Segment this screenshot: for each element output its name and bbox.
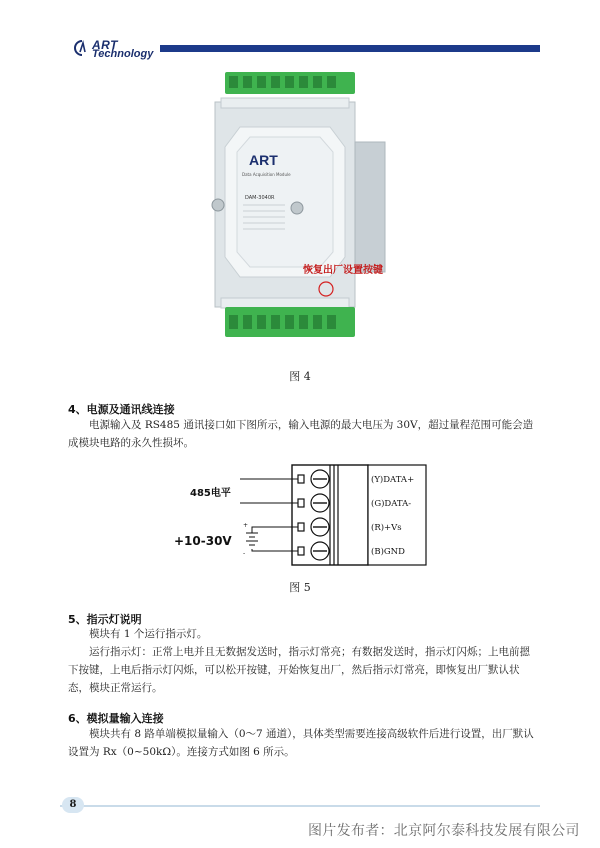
figure4-caption: 图 4 — [289, 370, 311, 383]
svg-text:-: - — [243, 550, 246, 557]
art-logo — [72, 38, 162, 62]
section6-body: 模块共有 8 路单端模拟量输入（0～7 通道），具体类型需要连接高级软件后进行设置，出厂默认设置为 Rx（0~50kΩ）。连接方式如图 6 所示。 — [68, 728, 534, 758]
footer-line — [60, 805, 540, 807]
brand-name: ART — [92, 38, 118, 52]
reset-button-annotation: 恢复出厂设置按键 — [303, 265, 383, 276]
power-voltage-label: +10-30V — [174, 534, 232, 548]
terminal-label: (B)GND — [371, 547, 405, 557]
wiring-diagram — [170, 463, 430, 568]
terminal-label: (G)DATA- — [371, 499, 412, 509]
art-logo-icon — [74, 40, 90, 56]
rs485-label: 485电平 — [190, 488, 231, 499]
terminal-label: (R)+Vs — [371, 523, 402, 533]
figure5-caption: 图 5 — [289, 581, 311, 594]
terminal-label: (Y)DATA+ — [371, 475, 415, 485]
section5-para2: 运行指示灯：正常上电并且无数据发送时，指示灯常亮；有数据发送时，指示灯闪烁；上电前摁下按键，上电后指示灯闪烁，可以松开按键，开始恢复出厂，然后指示灯常亮，即恢复出厂默认状态，模块正常运行。 — [68, 646, 530, 694]
device-photo — [205, 72, 415, 342]
device-subtitle: Data Acquisition Module — [242, 172, 291, 177]
svg-text:+: + — [243, 522, 249, 529]
section6-title: 6、模拟量输入连接 — [68, 712, 164, 725]
device-model: DAM-3040R — [245, 195, 275, 201]
section4-body: 电源输入及 RS485 通讯接口如下图所示，输入电源的最大电压为 30V，超过量程范围可能会造成模块电路的永久性损坏。 — [68, 419, 534, 449]
page-number: 8 — [62, 797, 84, 813]
section5-para1: 模块有 1 个运行指示灯。 — [89, 628, 208, 640]
section4-title: 4、电源及通讯线连接 — [68, 403, 175, 416]
publisher-watermark: 图片发布者：北京阿尔泰科技发展有限公司 — [308, 823, 580, 839]
header-bar — [160, 45, 540, 52]
section5-title: 5、指示灯说明 — [68, 613, 142, 626]
brand-tagline: Technology — [92, 48, 154, 60]
device-brand: ART — [249, 152, 278, 168]
